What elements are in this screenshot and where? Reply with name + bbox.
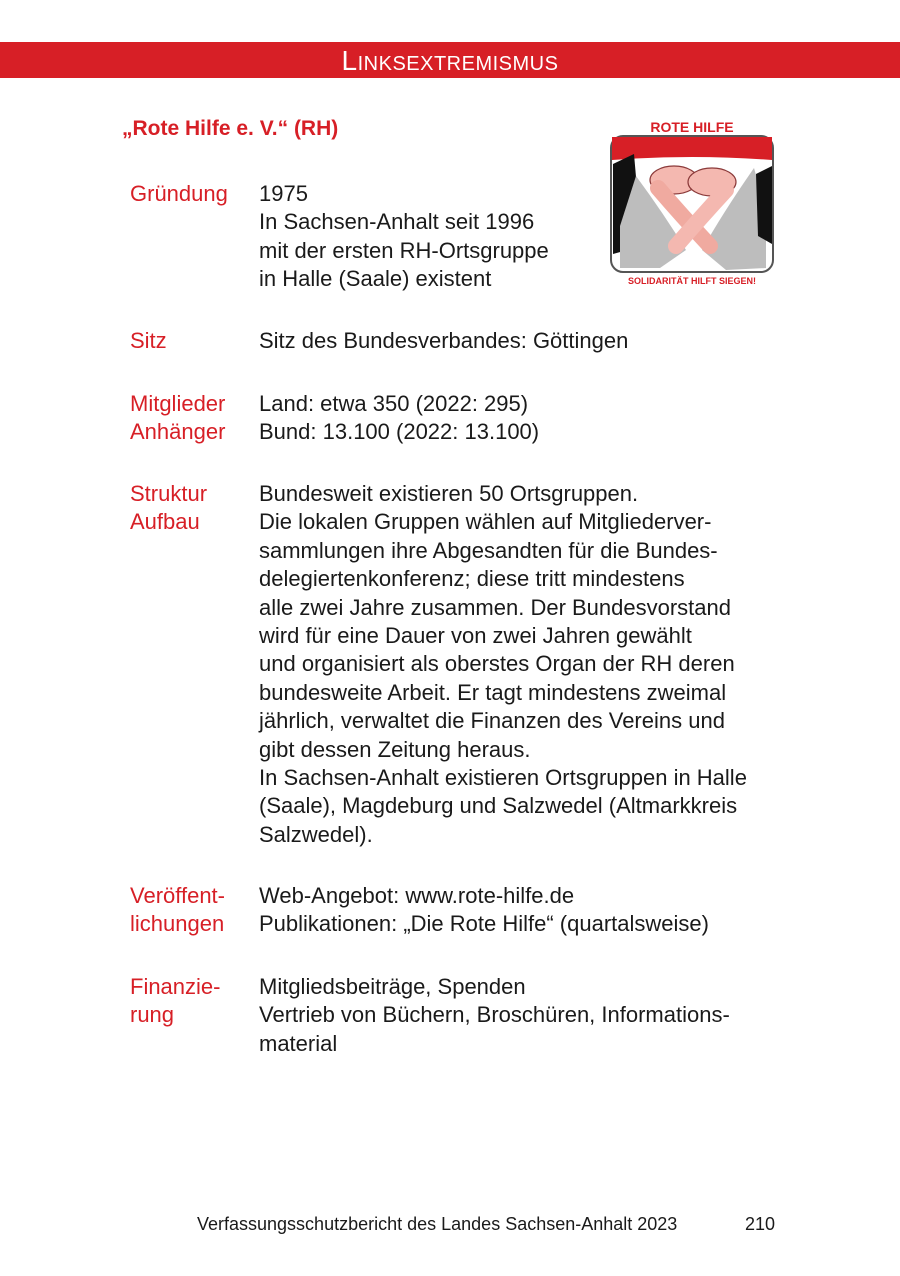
logo-bottom-text: SOLIDARITÄT HILFT SIEGEN!: [628, 276, 756, 286]
label-line: Mitglieder: [130, 391, 226, 416]
label-line: Veröffent-: [130, 883, 225, 908]
footer-text: Verfassungsschutzbericht des Landes Sachsen-Anhalt 2023: [197, 1214, 678, 1234]
value-line: wird für eine Dauer von zwei Jahren gewählt: [259, 623, 692, 649]
label-line: Aufbau: [130, 509, 200, 535]
section-label: [130, 480, 255, 537]
header-banner: [0, 42, 900, 78]
value-line: Web-Angebot: www.rote-hilfe.de: [259, 883, 575, 908]
value-line: gibt dessen Zeitung heraus.: [259, 736, 531, 762]
page-number: 210: [745, 1214, 776, 1234]
value-line: Salzwedel).: [259, 821, 373, 847]
value-line: Vertrieb von Büchern, Broschüren, Informations-: [259, 1002, 730, 1028]
section-value: [259, 390, 784, 447]
section-value: [259, 180, 784, 294]
section-label: [130, 390, 255, 447]
value-line: bundesweite Arbeit. Er tagt mindestens zweimal: [259, 679, 727, 705]
label-line: Anhänger: [130, 419, 226, 445]
logo-top-text: ROTE HILFE: [650, 119, 734, 135]
value-line: 1975: [259, 181, 308, 206]
value-line: Die lokalen Gruppen wählen auf Mitgliederver-: [259, 509, 712, 535]
value-line: jährlich, verwaltet die Finanzen des Vereins und: [259, 708, 725, 734]
page-title: Linksextremismus: [341, 45, 559, 76]
value-line: (Saale), Magdeburg und Salzwedel (Altmarkkreis: [259, 793, 738, 819]
value-line: Publikationen: „Die Rote Hilfe“ (quartalsweise): [259, 911, 709, 937]
label-line: lichungen: [130, 911, 225, 937]
value-line: In Sachsen-Anhalt existieren Ortsgruppen in Halle: [259, 765, 747, 791]
organization-title: „Rote Hilfe e. V.“ (RH): [122, 117, 339, 140]
value-line: sammlungen ihre Abgesandten für die Bundes-: [259, 537, 718, 563]
value-line: in Halle (Saale) existent: [259, 266, 492, 292]
section-label: [130, 882, 255, 939]
section-value: [259, 973, 784, 1058]
section-label: [130, 327, 255, 355]
section-label: [130, 180, 255, 208]
section-value: [259, 882, 784, 939]
section-label: [130, 973, 255, 1030]
logo-red-band: [612, 137, 772, 160]
section-value: [259, 480, 784, 849]
label-line: Finanzie-: [130, 974, 221, 999]
value-line: delegiertenkonferenz; diese tritt mindestens: [259, 566, 685, 592]
value-line: In Sachsen-Anhalt seit 1996: [259, 209, 535, 235]
value-line: Sitz des Bundesverbandes: Göttingen: [259, 328, 629, 353]
value-line: und organisiert als oberstes Organ der RH deren: [259, 651, 735, 677]
label-line: Gründung: [130, 181, 228, 206]
value-line: mit der ersten RH-Ortsgruppe: [259, 237, 549, 263]
value-line: Land: etwa 350 (2022: 295): [259, 391, 529, 416]
label-line: Sitz: [130, 328, 167, 353]
value-line: alle zwei Jahre zusammen. Der Bundesvorstand: [259, 594, 732, 620]
value-line: Bund: 13.100 (2022: 13.100): [259, 419, 540, 445]
label-line: Struktur: [130, 481, 208, 506]
label-line: rung: [130, 1002, 175, 1028]
value-line: Mitgliedsbeiträge, Spenden: [259, 974, 526, 999]
value-line: Bundesweit existieren 50 Ortsgruppen.: [259, 481, 639, 506]
section-value: [259, 327, 784, 355]
value-line: material: [259, 1030, 338, 1056]
